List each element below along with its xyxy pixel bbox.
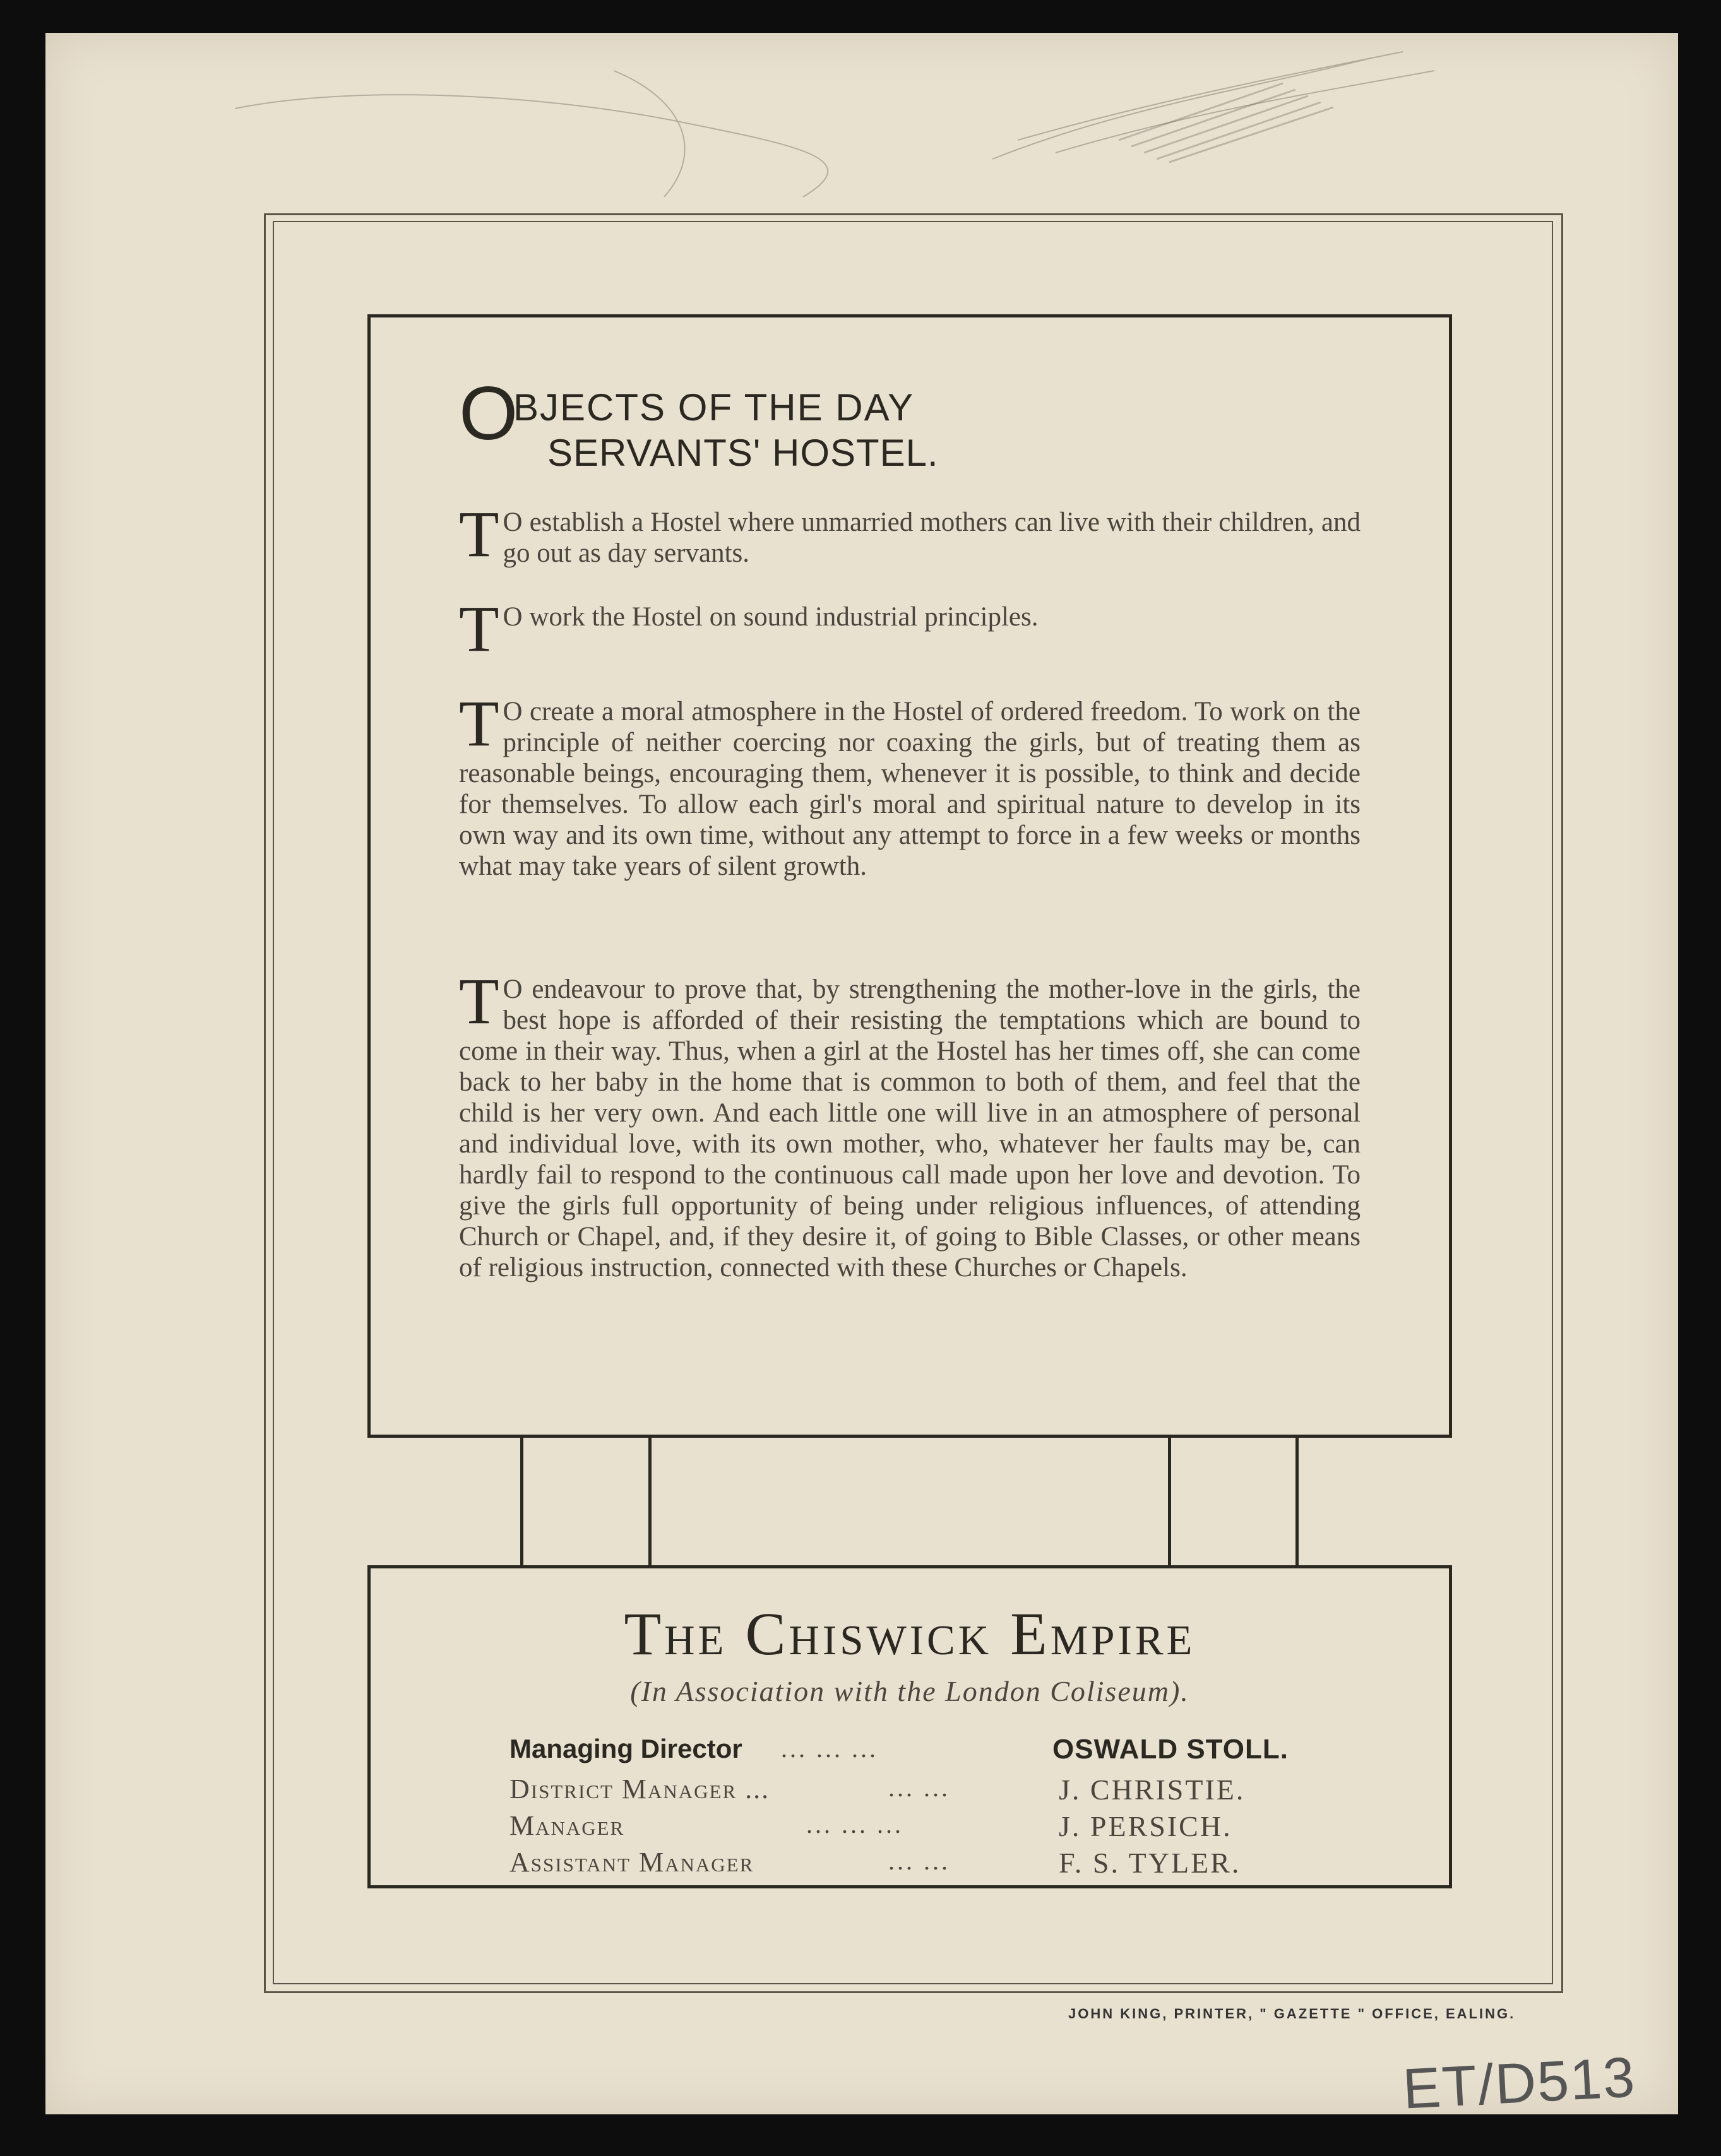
pencil-scribble-decoration bbox=[45, 33, 1678, 222]
staff-name: J. CHRISTIE. bbox=[1059, 1774, 1246, 1806]
staff-role: Managing Director bbox=[509, 1734, 742, 1763]
objects-paragraph-2 bbox=[459, 593, 1361, 665]
connector-pillar bbox=[648, 1438, 652, 1568]
paragraph-dropcap: T bbox=[459, 687, 499, 760]
heading-dropcap: O bbox=[459, 371, 518, 456]
paragraph-dropcap: T bbox=[459, 593, 499, 665]
paragraph-dropcap: T bbox=[459, 965, 499, 1038]
staff-role: District Manager ... bbox=[509, 1774, 770, 1804]
connector-pillar bbox=[520, 1438, 523, 1568]
paragraph-text: O work the Hostel on sound industrial principles. bbox=[503, 602, 1039, 632]
printer-credit: JOHN KING, PRINTER, " GAZETTE " OFFICE, EALING. bbox=[1068, 2006, 1516, 2022]
staff-row bbox=[509, 1846, 1330, 1884]
objects-section bbox=[367, 314, 1452, 1438]
leader-dots: ... ... ... bbox=[806, 1810, 903, 1839]
objects-paragraph-4 bbox=[459, 965, 1361, 1283]
leader-dots: ... ... ... bbox=[781, 1734, 878, 1763]
heading-line-1: BJECTS OF THE DAY bbox=[513, 386, 915, 429]
chiswick-empire-section bbox=[367, 1565, 1452, 1888]
staff-role: Assistant Manager bbox=[509, 1847, 754, 1878]
heading-line-2: SERVANTS' HOSTEL. bbox=[547, 432, 939, 474]
staff-role: Manager bbox=[509, 1810, 625, 1841]
paragraph-text: O establish a Hostel where unmarried mothers can live with their children, and go out as day servants. bbox=[503, 507, 1361, 568]
staff-row bbox=[509, 1810, 1330, 1847]
leader-dots: ... ... bbox=[888, 1774, 950, 1802]
empire-subtitle: (In Association with the London Coliseum). bbox=[630, 1675, 1189, 1707]
program-page bbox=[45, 33, 1678, 2121]
staff-name: OSWALD STOLL. bbox=[1052, 1734, 1289, 1765]
staff-name: J. PERSICH. bbox=[1059, 1810, 1232, 1842]
staff-row bbox=[509, 1773, 1330, 1811]
paragraph-text: O create a moral atmosphere in the Hostel of ordered freedom. To work on the principle of neither coercing nor coaxing the girls, but of treating them as reasonable beings, encouraging them, whenever it is possible, to think and decide for themselves. To allow each girl's moral and spiritual nature to develop in its own way and its own time, without any attempt to force in a few weeks or months what may take years of silent growth. bbox=[459, 697, 1361, 881]
staff-row bbox=[509, 1734, 1330, 1772]
empire-title: The Chiswick Empire bbox=[624, 1600, 1196, 1667]
paragraph-text: O endeavour to prove that, by strengthening the mother-love in the girls, the best hope is afforded of their resisting the temptations which are bound to come in their way. Thus, when a girl at the Hostel has her times off, she can come back to her baby in the home that is common to both of them, and feel that the child is her very own. And each little one will live in an atmosphere of personal and individual love, with its own mother, who, whatever her faults may be, can hardly fail to respond to the continuous call made upon her love and devotion. To give the girls full opportunity of being under religious influences, of attending Church or Chapel, and, if they desire it, of going to Bible Classes, or other means of religious instruction, connected with these Churches or Chapels. bbox=[459, 974, 1361, 1282]
objects-paragraph-3 bbox=[459, 687, 1361, 882]
paragraph-dropcap: T bbox=[459, 498, 499, 571]
connector-pillar bbox=[1295, 1438, 1299, 1568]
leader-dots: ... ... bbox=[888, 1847, 950, 1875]
staff-name: F. S. TYLER. bbox=[1059, 1847, 1241, 1879]
objects-paragraph-1 bbox=[459, 498, 1361, 571]
connector-pillar bbox=[1168, 1438, 1171, 1568]
archive-reference: ET/D513 bbox=[1401, 2046, 1638, 2121]
